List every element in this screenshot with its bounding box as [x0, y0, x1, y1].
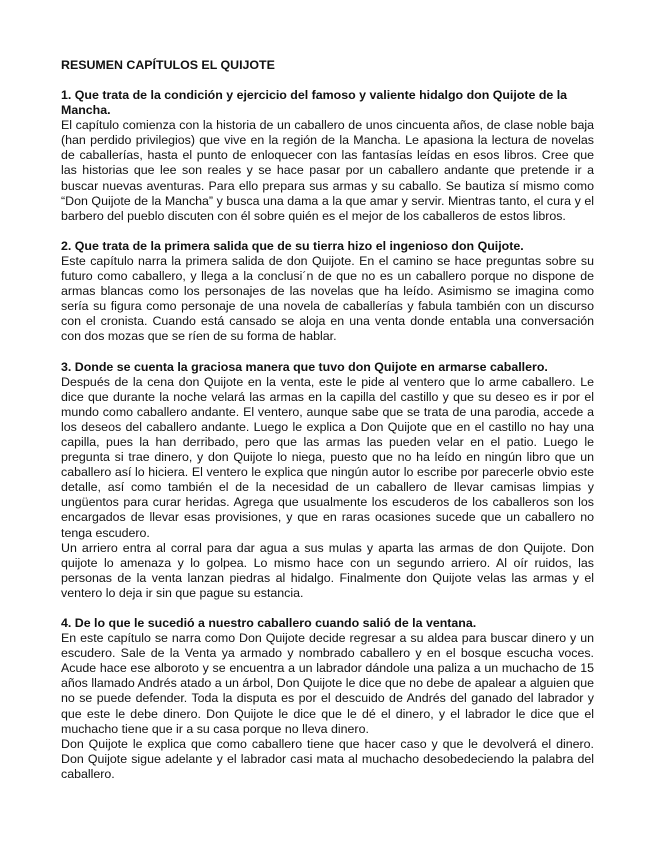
chapter-section-3	[61, 360, 594, 602]
document-title: RESUMEN CAPÍTULOS EL QUIJOTE	[61, 58, 275, 72]
chapter-heading: 4. De lo que le sucedió a nuestro caballero cuando salió de la ventana.	[61, 616, 477, 630]
chapter-paragraph: Un arriero entra al corral para dar agua a sus mulas y aparta las armas de don Quijote. Don quijote lo amenaza y lo golpea. Lo mismo hace con un segundo arriero. Al oír ruidos, las personas de la venta lanzan piedras al hidalgo. Finalmente don Quijote velas las armas y el ventero lo deja ir sin que pague su estancia.	[61, 540, 594, 600]
chapter-paragraph: Este capítulo narra la primera salida de don Quijote. En el camino se hace preguntas sobre su futuro como caballero, y llega a la conclusi´n de que no es un caballero porque no dispone de armas blancas como los personajes de las novelas que ha leído. Asimismo se imagina como sería su figura como personaje de una novela de caballerías y fabula también con un discurso con el cronista. Cuando está cansado se aloja en una venta donde entabla una conversación con dos mozas que se ríen de su forma de hablar.	[61, 253, 594, 344]
document-page	[61, 58, 594, 797]
chapter-paragraph: Don Quijote le explica que como caballero tiene que hacer caso y que le devolverá el dinero. Don Quijote sigue adelante y el labrador casi mata al muchacho desobedeciendo la palabra del caballero.	[61, 736, 594, 781]
chapter-paragraph: El capítulo comienza con la historia de un caballero de unos cincuenta años, de clase noble baja (han perdido privilegios) que vive en la región de la Mancha. Le apasiona la lectura de novelas de caballerías, hasta el punto de enloquecer con las fantasías leídas en esos libros. Cree que las historias que lee son reales y se hace pasar por un caballero andante que pretende ir a buscar nuevas aventuras. Para ello prepara sus armas y su caballo. Se bautiza sí mismo como “Don Quijote de la Mancha” y busca una dama a la que amar y servir. Mientras tanto, el cura y el barbero del pueblo discuten con él sobre quién es el mejor de los caballeros de estos libros.	[61, 118, 594, 223]
chapter-heading: 1. Que trata de la condición y ejercicio del famoso y valiente hidalgo don Quijote de la Mancha.	[61, 88, 568, 118]
chapter-heading: 3. Donde se cuenta la graciosa manera que tuvo don Quijote en armarse caballero.	[61, 359, 548, 374]
chapter-section-2	[61, 239, 594, 345]
chapter-section-4	[61, 616, 594, 782]
chapter-paragraph: En este capítulo se narra como Don Quijote decide regresar a su aldea para buscar dinero y un escudero. Sale de la Venta ya armado y nombrado caballero y en el bosque escucha voces. Acude hace ese alboroto y se encuentra a un labrador dándole una paliza a un muchacho de 15 años llamado Andrés atado a un árbol, Don Quijote le dice que no debe de apalear a alguien que no se puede defender. Toda la disputa es por el descuido de Andrés del ganado del labrador y que este le debe dinero. Don Quijote le dice que le dé el dinero, y el labrador le dice que el muchacho tiene que ir a su casa porque no lleva dinero.	[61, 631, 594, 736]
chapter-heading: 2. Que trata de la primera salida que de su tierra hizo el ingenioso don Quijote.	[61, 238, 524, 253]
chapter-paragraph: Después de la cena don Quijote en la venta, este le pide al ventero que lo arme caballero. Le dice que durante la noche velará las armas en la capilla del castillo y que su deseo es ir por el mundo como caballero andante. El ventero, aunque sabe que se trata de una parodia, accede a los deseos del caballero andante. Luego le explica a Don Quijote que en el castillo no hay una capilla, pues la han derribado, pero que las armas las pueden velar en el patio. Luego le pregunta si trae dinero, y don Quijote lo niega, puesto que no ha leído en ningún libro que un caballero así lo hiciera. El ventero le explica que ningún autor lo escribe por parecerle obvio este detalle, así como también el de la necesidad de un caballero de llevar camisas limpias y ungüentos para curar heridas. Agrega que usualmente los escuderos de los caballeros son los encargados de llevar esas provisiones, y que en raras ocasiones sucede que un caballero no tenga escudero.	[61, 374, 594, 540]
chapter-section-1	[61, 88, 594, 224]
